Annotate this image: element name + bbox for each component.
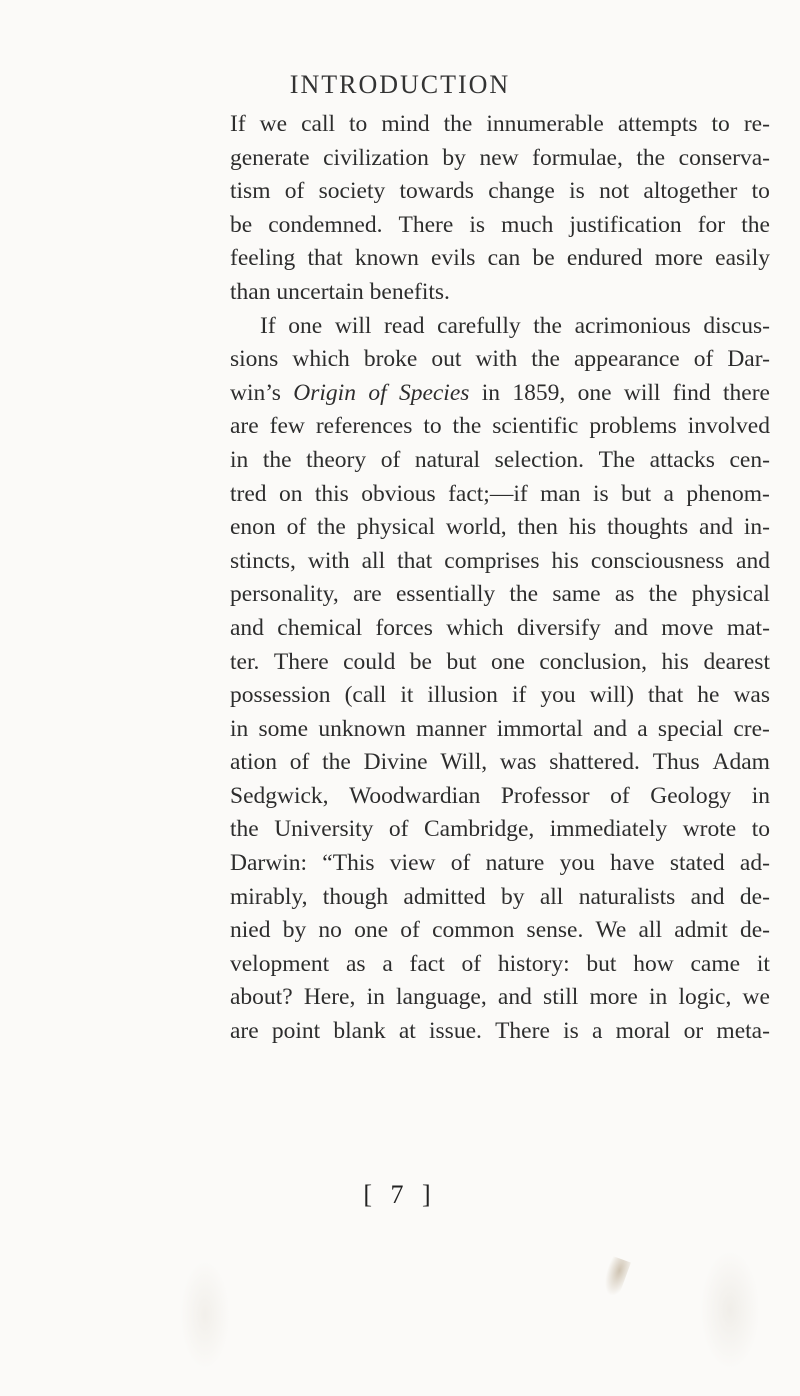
word: mirably, (230, 883, 308, 910)
word: mind (381, 111, 430, 137)
word: you (559, 850, 595, 877)
word: easily (715, 245, 770, 272)
word: innumerable (486, 111, 604, 137)
word: Divine (363, 749, 428, 776)
text-line (230, 914, 770, 948)
word: conclusion, (539, 648, 648, 675)
word: mat- (726, 614, 770, 641)
word: acrimonious (574, 312, 691, 339)
text-line (230, 746, 770, 780)
text-line (230, 242, 770, 276)
word: Geology (650, 782, 732, 809)
word: all (638, 917, 662, 944)
word: selection. (494, 446, 585, 473)
word: problems (589, 413, 677, 440)
word: Darwin: (230, 850, 308, 877)
word: in (648, 984, 668, 1011)
word: came (690, 950, 741, 977)
word: fact;—if (448, 480, 528, 507)
word: conserva- (678, 144, 770, 171)
word: then (517, 514, 558, 541)
word: we (742, 984, 770, 1011)
word: admitted (403, 883, 486, 910)
word: generate (230, 144, 310, 171)
word: enon (230, 514, 276, 541)
word: thoughts (607, 514, 689, 541)
paper-stain (599, 1256, 631, 1299)
word: world, (445, 514, 507, 541)
word: of (461, 950, 482, 977)
word: de- (739, 883, 770, 910)
word: If (230, 111, 246, 137)
word: special (657, 715, 724, 742)
word: nature (485, 850, 545, 877)
word: and (690, 883, 725, 910)
word: are (353, 581, 382, 608)
word: unknown (318, 715, 406, 742)
word: in (230, 446, 249, 473)
word: attempts (617, 111, 698, 137)
word: the (531, 346, 560, 373)
word: of (286, 514, 307, 541)
word: fact (409, 950, 445, 977)
word: but (446, 648, 477, 675)
word: in (366, 984, 385, 1011)
word: ation (230, 749, 277, 776)
word: chemical (277, 614, 363, 641)
word: of (284, 178, 305, 205)
word: which (292, 346, 350, 373)
word: appearance (574, 346, 680, 373)
word: some (258, 715, 309, 742)
word: physical (356, 514, 435, 541)
word: if (511, 682, 527, 709)
word: de- (739, 917, 770, 944)
word: is (469, 211, 486, 238)
word: the (509, 581, 539, 608)
word: much (501, 211, 554, 238)
word: or (683, 1018, 704, 1045)
word: known (354, 245, 419, 272)
word: evils (431, 245, 476, 272)
word: references (315, 413, 413, 440)
word: are (230, 1018, 259, 1045)
word: was (499, 749, 537, 776)
word: no (318, 917, 342, 944)
word: it (400, 682, 414, 709)
word: is (563, 1018, 579, 1045)
word: point (271, 1018, 321, 1045)
word: find (672, 379, 711, 406)
word: how (633, 950, 674, 977)
word: shattered. (549, 749, 640, 776)
text-line (230, 511, 770, 545)
word: discus- (703, 312, 770, 339)
word: immortal (496, 715, 583, 742)
word: diversify (517, 614, 601, 641)
word: history: (497, 950, 570, 977)
word: more (589, 984, 638, 1011)
word: a (382, 950, 393, 977)
word: will (623, 379, 661, 406)
word: that (647, 682, 684, 709)
word: There (398, 211, 454, 238)
word: language, (396, 984, 487, 1011)
word: and (699, 514, 733, 541)
word: about? (230, 984, 293, 1011)
word: win’s (230, 379, 281, 406)
word: scientific (492, 413, 579, 440)
text-line (230, 108, 770, 142)
word: moral (615, 1018, 671, 1045)
word: move (661, 614, 714, 641)
word: have (610, 850, 655, 877)
word: wrote (682, 816, 737, 843)
word: he (697, 682, 720, 709)
word: of (450, 850, 471, 877)
running-head: INTRODUCTION (289, 70, 511, 99)
word: be (409, 648, 432, 675)
word: the (452, 413, 482, 440)
word: natural (414, 446, 481, 473)
word: Will, (440, 749, 488, 776)
word: with (475, 346, 518, 373)
word: of (380, 446, 401, 473)
word: logic, (678, 984, 732, 1011)
word: but (586, 950, 617, 977)
text-line (230, 948, 770, 982)
text-line (230, 813, 770, 847)
word: The (598, 446, 636, 473)
word: was (733, 682, 770, 709)
word: obvious (361, 480, 436, 507)
word: which (446, 614, 504, 641)
word: naturalists (578, 883, 676, 910)
word: there (722, 379, 770, 406)
word: society (318, 178, 386, 205)
word: the (648, 581, 678, 608)
word: and (736, 547, 770, 574)
word: and (613, 614, 648, 641)
word: Woodwardian (349, 782, 481, 809)
word: and (497, 984, 532, 1011)
word: dearest (703, 648, 770, 675)
word: to (423, 413, 442, 440)
word: endured (566, 245, 643, 272)
word: We (595, 917, 627, 944)
text-line (230, 1015, 770, 1049)
word: tism (230, 178, 271, 205)
word: formulae, (532, 144, 623, 171)
word: velopment (230, 950, 330, 977)
word: feeling (230, 245, 296, 272)
word: Dar- (727, 346, 770, 373)
word: more (654, 245, 703, 272)
word: is (592, 480, 609, 507)
word: is (569, 178, 585, 205)
text-line (230, 881, 770, 915)
text-line (230, 209, 770, 243)
word: the (443, 111, 473, 137)
word: his (551, 547, 579, 574)
text-line (230, 713, 770, 747)
word: and (593, 715, 628, 742)
word: his (661, 648, 689, 675)
word: Origin (293, 379, 356, 406)
word: involved (687, 413, 770, 440)
word: a (637, 715, 648, 742)
word: consciousness (590, 547, 725, 574)
word: There (273, 648, 329, 675)
word: forces (375, 614, 433, 641)
word: Adam (712, 749, 770, 776)
word: issue. (429, 1018, 482, 1045)
word: broke (363, 346, 418, 373)
word: the (322, 749, 351, 776)
word: (call (344, 682, 387, 709)
word: all (361, 547, 386, 574)
word: cre- (733, 715, 770, 742)
word: Here, (303, 984, 356, 1011)
word: University (274, 816, 374, 843)
page-number: [ 7 ] (363, 1180, 437, 1209)
word: 1859, (512, 379, 566, 406)
word: the (533, 312, 562, 339)
word: one (288, 312, 323, 339)
word: one (354, 917, 389, 944)
word: the (230, 816, 259, 843)
word: are (230, 413, 259, 440)
word: ad- (739, 850, 770, 877)
text-line (230, 377, 770, 411)
word: civilization (323, 144, 429, 171)
word: read (384, 312, 425, 339)
word: justification (569, 211, 682, 238)
text-line (230, 847, 770, 881)
word: call (301, 111, 336, 137)
word: in (751, 782, 770, 809)
word: possession (230, 682, 331, 709)
word: There (495, 1018, 550, 1045)
word: but (621, 480, 652, 507)
word: with (307, 547, 350, 574)
word: in- (743, 514, 770, 541)
word: a (663, 480, 674, 507)
text-line (260, 310, 770, 344)
word: be (532, 245, 555, 272)
word: condemned. (268, 211, 383, 238)
word: towards (399, 178, 474, 205)
word: meta- (716, 1018, 770, 1045)
word: phenom- (686, 480, 770, 507)
word: as (345, 950, 366, 977)
text-line (230, 444, 770, 478)
word: sense. (526, 917, 584, 944)
word: be (230, 211, 253, 238)
word: by (442, 144, 466, 171)
paper-stain (700, 1250, 760, 1370)
word: view (389, 850, 436, 877)
word: ter. (230, 648, 260, 675)
word: the (741, 211, 770, 238)
word: that (397, 547, 433, 574)
word: for (697, 211, 726, 238)
word: to (751, 816, 770, 843)
word: Thus (652, 749, 700, 776)
word: new (479, 144, 519, 171)
paper-stain (180, 1260, 230, 1370)
word: altogether (643, 178, 738, 205)
word: in (481, 379, 501, 406)
word: all (539, 883, 564, 910)
word: can (487, 245, 521, 272)
word: this (314, 480, 349, 507)
word: re- (743, 111, 770, 137)
word: a (591, 1018, 603, 1045)
word: illusion (427, 682, 498, 709)
word: his (568, 514, 597, 541)
word: of (693, 346, 714, 373)
word: essentially (395, 581, 496, 608)
word: of (400, 917, 420, 944)
text-line (230, 478, 770, 512)
word: one (577, 379, 612, 406)
word: Sedgwick, (230, 782, 329, 809)
word: theory (306, 446, 367, 473)
text-line (230, 142, 770, 176)
word: in (230, 715, 249, 742)
word: it (756, 950, 770, 977)
word: at (398, 1018, 416, 1045)
word: one (490, 648, 525, 675)
word: will (334, 312, 372, 339)
word: of (388, 816, 409, 843)
word: and (230, 614, 264, 641)
word: you (540, 682, 576, 709)
word: by (501, 883, 525, 910)
word: we (259, 111, 288, 137)
word: same (552, 581, 601, 608)
word: by (282, 917, 307, 944)
word: not (599, 178, 630, 205)
word: sions (230, 346, 279, 373)
word: common (432, 917, 515, 944)
word: to (751, 178, 770, 205)
word: admit (674, 917, 728, 944)
word: blank (333, 1018, 386, 1045)
word: still (543, 984, 579, 1011)
text-line (230, 780, 770, 814)
word: Professor (500, 782, 590, 809)
word: though (322, 883, 389, 910)
word: of (610, 782, 630, 809)
word: personality, (230, 581, 339, 608)
text-line (230, 612, 770, 646)
word: to (349, 111, 368, 137)
word: man (540, 480, 581, 507)
word: attacks (649, 446, 715, 473)
word: manner (416, 715, 487, 742)
word: of (368, 379, 387, 406)
text-line (230, 578, 770, 612)
word: cen- (729, 446, 770, 473)
text-line (230, 981, 770, 1015)
word: carefully (437, 312, 521, 339)
word: as (614, 581, 635, 608)
word: stincts, (230, 547, 296, 574)
word: stated (669, 850, 725, 877)
body-text (230, 108, 770, 1049)
word: will) (589, 682, 634, 709)
word: change (488, 178, 555, 205)
text-line (230, 545, 770, 579)
word: “This (322, 850, 375, 877)
word: comprises (444, 547, 540, 574)
text-line (230, 343, 770, 377)
word: out (431, 346, 462, 373)
word: could (343, 648, 396, 675)
word: the (262, 446, 292, 473)
text-line (230, 410, 770, 444)
word: the (317, 514, 346, 541)
word: immediately (549, 816, 668, 843)
text-line (230, 679, 770, 713)
word: few (269, 413, 305, 440)
word: Species (398, 379, 470, 406)
word: on (278, 480, 303, 507)
text-line (230, 175, 770, 209)
text-run: than uncertain benefits. (230, 278, 450, 305)
word: Cambridge, (423, 816, 535, 843)
word: nied (230, 917, 271, 944)
text-line (230, 646, 770, 680)
word: tred (230, 480, 267, 507)
word: of (289, 749, 310, 776)
word: If (260, 312, 276, 339)
text-line (230, 276, 770, 310)
word: physical (691, 581, 770, 608)
word: to (711, 111, 730, 137)
word: the (636, 144, 666, 171)
word: that (307, 245, 343, 272)
